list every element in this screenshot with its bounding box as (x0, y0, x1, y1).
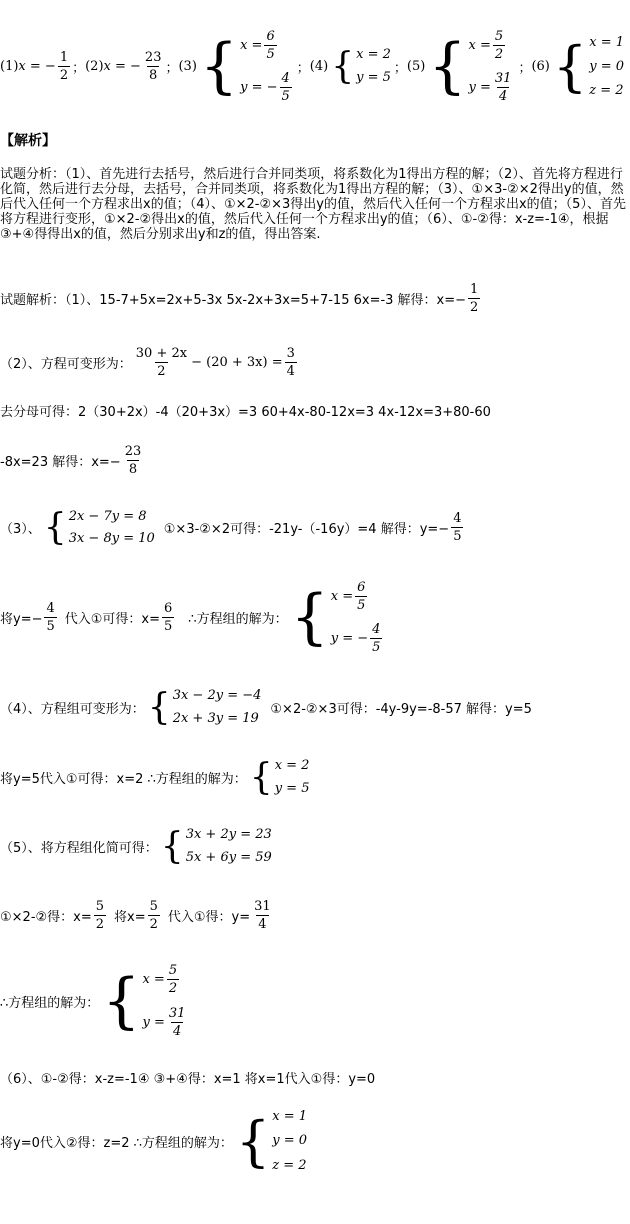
equation-system: { 3x − 2y = −4 2x + 3y = 19 (148, 684, 262, 730)
fraction: $\frac{4}{5}$ (372, 621, 381, 655)
equation-system: { 3x + 2y = 23 5x + 6y = 59 (161, 823, 272, 869)
equation-system: { x = $\frac{5}{2}$ y = $\frac{31}{4}$ (428, 24, 515, 108)
fraction: $\frac{1}{2}$ (59, 49, 69, 83)
fraction: $\frac{5}{2}$ (95, 898, 105, 932)
fraction: $\frac{4}{5}$ (453, 510, 462, 544)
fraction: $\frac{1}{2}$ (470, 281, 479, 315)
fraction: $\frac{5}{2}$ (168, 963, 178, 996)
solution-line-3: 去分母可得：2（30+2x）-4（20+3x）=3 60+4x-80-12x=3 4x-12x=3+80-60 (0, 405, 491, 420)
answer-label-1: (1) (0, 58, 19, 74)
equation-system: { x = $\frac{6}{5}$ y = − $\frac{4}{5}$ (200, 24, 294, 108)
solution-line-4: -8x=23 解得：x=− $\frac{23}{8}$ (0, 443, 142, 477)
brace: { (331, 45, 355, 87)
answer-expr-1: x = − (18, 58, 56, 74)
separator: ； (72, 60, 86, 76)
equation-system: { 2x − 7y = 8 3x − 8y = 10 (43, 506, 155, 548)
solution-line-13: 将y=0代入②得：z=2 ∴方程组的解为： { x = 1 y = 0 z = 2 (0, 1104, 310, 1178)
equation-system: { x = 2 y = 5 (331, 43, 391, 89)
fraction: $\frac{23}{8}$ (144, 49, 162, 83)
section-heading: 【解析】 (0, 133, 56, 149)
fraction: $\frac{31}{4}$ (254, 898, 271, 932)
solution-line-9: （5）、将方程组化简可得： { 3x + 2y = 23 5x + 6y = 59 (0, 823, 275, 869)
fraction: $\frac{4}{5}$ (46, 600, 55, 634)
answer-label-4: (4) (309, 58, 329, 74)
fraction: $\frac{3}{4}$ (286, 345, 295, 379)
brace: { (552, 34, 588, 98)
answer-label-3: (3) (178, 58, 197, 74)
solution-line-7: （4）、方程组可变形为： { 3x − 2y = −4 2x + 3y = 19 ①×2-②×3可得：-4y-9y=-8-57 解得：y=5 (0, 684, 532, 730)
analysis-paragraph: 试题分析：（1）、首先进行去括号，然后进行合并同类项，将系数化为1得出方程的解；（2）、首先将方程进行化简，然后进行去分母，去括号，合并同类项，将系数化为1得出方程的解；（3）、①×3-②×2得出y的值，然后代入任何一个方程求出x的值；（4）、①×2-②×3得出y的值，然后代入任何一个方程求出x的值；（5）、首先将方程进行变形，①×2-②得出x的值，然后代入任何一个方程求出y的值；（6）、①-②得：x-z=-1④，根据 ③+④得得出x的值，然后分别求出y和z的值，得出答案. (0, 167, 626, 242)
brace: { (235, 1109, 271, 1173)
fraction: $\frac{6}{5}$ (164, 600, 173, 634)
solution-line-2: （2）、方程可变形为： $\frac{30 + 2x}{2}$ − (20 + 3x) = $\frac{3}{4}$ (0, 345, 295, 379)
fraction: $\frac{6}{5}$ (357, 579, 366, 613)
answer-expr-2: x = − (103, 58, 141, 74)
solution-line-12: （6）、①-②得：x-z=-1④ ③+④得：x=1 将x=1代入①得：y=0 (0, 1072, 376, 1087)
brace: { (199, 31, 239, 101)
solution-line-1: 试题解析：（1）、15-7+5x=2x+5-3x 5x-2x+3x=5+7-15 6x=-3 解得：x=− $\frac{1}{2}$ (0, 281, 479, 315)
solution-line-6: 将y=− $\frac{4}{5}$ 代入①可得：x= $\frac{6}{5}$ ∴方程组的解为： { x = $\frac{6}{5}$ y = − $\frac{4}{5}$ (0, 575, 387, 659)
separator: ； (393, 60, 407, 76)
answer-label-6: (6) (531, 58, 550, 74)
solution-line-11: ∴方程组的解为： { x = $\frac{5}{2}$ y = $\frac{31}{4}$ (0, 958, 192, 1044)
answer-line (0, 22, 627, 110)
fraction: $\frac{5}{2}$ (149, 898, 158, 932)
fraction: $\frac{31}{4}$ (494, 70, 512, 104)
equation-system: { x = 2 y = 5 (250, 754, 310, 800)
fraction: $\frac{4}{5}$ (281, 70, 290, 104)
brace: { (43, 506, 67, 548)
answer-label-2: (2) (85, 58, 104, 74)
equation-system: { x = 1 y = 0 z = 2 (236, 1104, 307, 1178)
brace: { (102, 966, 141, 1036)
brace: { (147, 686, 171, 728)
brace: { (160, 825, 184, 867)
fraction: $\frac{6}{5}$ (266, 28, 275, 62)
separator: ； (165, 60, 179, 76)
equation-system: { x = 1 y = 0 z = 2 (553, 30, 624, 102)
equation-system: { x = $\frac{5}{2}$ y = $\frac{31}{4}$ (102, 958, 189, 1044)
fraction: $\frac{30 + 2x}{2}$ (135, 345, 188, 379)
fraction: $\frac{5}{2}$ (494, 28, 504, 62)
equation-system: { x = $\frac{6}{5}$ y = − $\frac{4}{5}$ (291, 575, 385, 659)
answer-label-5: (5) (406, 58, 426, 74)
brace: { (428, 31, 467, 101)
fraction: $\frac{31}{4}$ (168, 1006, 186, 1039)
separator: ； (296, 60, 310, 76)
solution-line-8: 将y=5代入①可得：x=2 ∴方程组的解为： { x = 2 y = 5 (0, 754, 312, 800)
separator: ； (518, 60, 532, 76)
brace: { (290, 582, 329, 652)
solution-line-5: （3）、 { 2x − 7y = 8 3x − 8y = 10 ①×3-②×2可得：-21y-（-16y）=4 解得：y=− $\frac{4}{5}$ (0, 506, 462, 548)
solution-line-10: ①×2-②得：x= $\frac{5}{2}$ 将x= $\frac{5}{2}$ 代入①得：y= $\frac{31}{4}$ (0, 898, 271, 932)
brace: { (249, 756, 273, 798)
fraction: $\frac{23}{8}$ (124, 443, 142, 477)
